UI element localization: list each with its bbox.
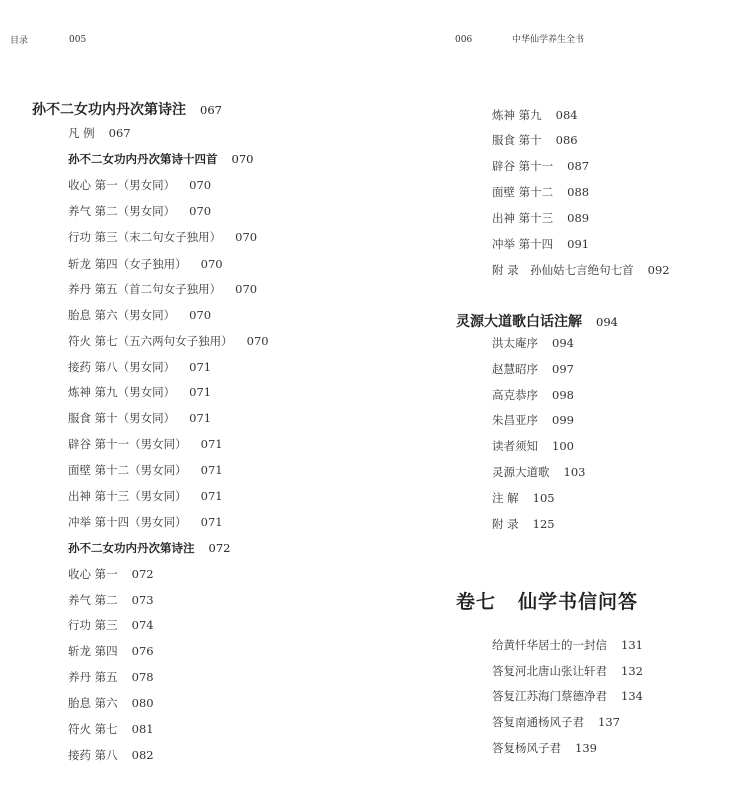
toc-entry[interactable] [68, 488, 223, 504]
toc-entry[interactable] [68, 721, 154, 737]
toc-entry[interactable] [68, 566, 154, 582]
toc-entry[interactable] [68, 669, 154, 685]
volume-label: 卷七 [456, 591, 497, 613]
toc-page: 071 [200, 515, 223, 529]
toc-page: 071 [200, 463, 223, 477]
toc-page: 076 [131, 644, 154, 658]
toc-entry[interactable] [68, 203, 211, 219]
toc-title: 冲举 第十四（男女同） [68, 515, 187, 529]
toc-page: 080 [131, 696, 154, 710]
toc-title: 灵源大道歌白话注解 [456, 314, 582, 330]
toc-entry[interactable] [68, 333, 269, 349]
toc-entry[interactable] [492, 490, 555, 506]
left-page-number: 005 [69, 35, 87, 45]
toc-entry[interactable] [492, 663, 643, 679]
toc-page: 100 [552, 439, 574, 453]
toc-page: 070 [189, 204, 212, 218]
toc-title: 灵源大道歌 [492, 465, 550, 479]
toc-page: 071 [200, 489, 223, 503]
toc-page: 098 [552, 388, 574, 402]
toc-entry[interactable] [492, 740, 597, 756]
toc-entry[interactable] [68, 384, 211, 400]
toc-entry[interactable] [68, 462, 223, 478]
toc-title: 答复南通杨风子君 [492, 715, 584, 729]
toc-page: 099 [552, 413, 574, 427]
left-header-title: 目录 [10, 36, 29, 46]
toc-title: 面壁 第十二（男女同） [68, 463, 187, 477]
toc-entry[interactable] [492, 688, 643, 704]
toc-entry[interactable] [68, 256, 223, 272]
toc-entry[interactable] [492, 516, 555, 532]
toc-title: 孙不二女功内丹次第诗注 [32, 102, 186, 118]
toc-page: 071 [189, 411, 212, 425]
toc-entry[interactable] [492, 184, 589, 200]
toc-title: 炼神 第九（男女同） [68, 385, 176, 399]
toc-entry[interactable] [492, 236, 589, 252]
toc-title: 出神 第十三 [492, 211, 554, 225]
toc-title: 给黄忏华居士的一封信 [492, 638, 607, 652]
toc-title: 养气 第二 [68, 593, 118, 607]
toc-page: 071 [189, 385, 212, 399]
toc-page: 125 [532, 517, 555, 531]
toc-title: 胎息 第六（男女同） [68, 308, 176, 322]
toc-entry[interactable] [492, 361, 574, 377]
toc-title: 接药 第八 [68, 748, 118, 762]
toc-title: 高克恭序 [492, 388, 538, 402]
toc-title: 养气 第二（男女同） [68, 204, 176, 218]
toc-title: 胎息 第六 [68, 696, 118, 710]
toc-page: 091 [567, 237, 590, 251]
toc-entry[interactable] [492, 335, 574, 351]
toc-title: 行功 第三 [68, 618, 118, 632]
toc-title: 辟谷 第十一（男女同） [68, 437, 187, 451]
toc-page: 073 [131, 593, 154, 607]
toc-page: 072 [208, 541, 231, 555]
toc-page: 072 [131, 567, 154, 581]
toc-page: 071 [200, 437, 223, 451]
toc-title: 答复杨风子君 [492, 741, 561, 755]
toc-page: 105 [532, 491, 555, 505]
toc-entry[interactable] [68, 643, 154, 659]
toc-title: 洪太庵序 [492, 336, 538, 350]
toc-page: 070 [235, 282, 258, 296]
toc-page: 081 [131, 722, 154, 736]
toc-entry[interactable] [68, 695, 154, 711]
toc-entry[interactable] [492, 714, 620, 730]
toc-entry[interactable] [68, 359, 211, 375]
toc-sub-section[interactable] [68, 151, 253, 167]
toc-page: 070 [200, 257, 223, 271]
toc-entry[interactable] [68, 436, 223, 452]
toc-entry[interactable] [68, 514, 223, 530]
toc-entry[interactable] [68, 307, 211, 323]
toc-page: 097 [552, 362, 574, 376]
toc-title: 附 录 孙仙姑七言绝句七首 [492, 263, 634, 277]
toc-page: 137 [598, 715, 620, 729]
toc-page: 132 [621, 664, 643, 678]
toc-entry[interactable] [492, 637, 643, 653]
toc-entry[interactable] [492, 412, 574, 428]
toc-page: 087 [567, 159, 590, 173]
toc-page: 092 [647, 263, 670, 277]
toc-title: 答复江苏海门蔡德净君 [492, 689, 607, 703]
toc-title: 出神 第十三（男女同） [68, 489, 187, 503]
toc-title: 收心 第一 [68, 567, 118, 581]
toc-page: 103 [563, 465, 586, 479]
toc-title: 朱昌亚序 [492, 413, 538, 427]
toc-section-heading[interactable] [456, 311, 618, 331]
toc-title: 附 录 [492, 517, 519, 531]
toc-title: 孙不二女功内丹次第诗十四首 [68, 152, 218, 166]
toc-page: 070 [189, 178, 212, 192]
toc-page: 071 [189, 360, 212, 374]
toc-page: 134 [621, 689, 643, 703]
toc-title: 斩龙 第四 [68, 644, 118, 658]
toc-sub-section[interactable] [68, 540, 230, 556]
toc-entry[interactable] [68, 229, 257, 245]
toc-page: 067 [200, 103, 222, 117]
toc-title: 符火 第七（五六两句女子独用） [68, 334, 233, 348]
toc-page: 094 [596, 315, 618, 329]
right-header-title: 中华仙学养生全书 [512, 35, 585, 45]
volume-title: 仙学书信问答 [518, 591, 639, 613]
toc-title: 孙不二女功内丹次第诗注 [68, 541, 195, 555]
toc-page: 067 [108, 126, 131, 140]
toc-title: 斩龙 第四（女子独用） [68, 257, 187, 271]
toc-title: 注 解 [492, 491, 519, 505]
toc-title: 赵慧昭序 [492, 362, 538, 376]
toc-entry[interactable] [492, 464, 585, 480]
toc-page: 084 [555, 108, 578, 122]
toc-title: 面壁 第十二 [492, 185, 554, 199]
toc-title: 凡 例 [68, 126, 95, 140]
toc-page: 088 [567, 185, 590, 199]
toc-title: 服食 第十（男女同） [68, 411, 176, 425]
toc-section-heading[interactable] [32, 99, 222, 119]
toc-page: 070 [189, 308, 212, 322]
toc-page: 074 [131, 618, 154, 632]
toc-entry[interactable] [68, 177, 211, 193]
toc-page: 139 [575, 741, 597, 755]
toc-entry[interactable] [492, 438, 574, 454]
toc-title: 读者须知 [492, 439, 538, 453]
toc-title: 答复河北唐山张让轩君 [492, 664, 607, 678]
toc-page: 094 [552, 336, 574, 350]
toc-title: 冲举 第十四 [492, 237, 554, 251]
toc-page: 086 [555, 133, 578, 147]
toc-entry[interactable] [68, 747, 154, 763]
toc-title: 接药 第八（男女同） [68, 360, 176, 374]
toc-entry[interactable] [492, 387, 574, 403]
toc-page: 070 [246, 334, 269, 348]
toc-entry[interactable] [68, 592, 154, 608]
toc-page: 070 [231, 152, 254, 166]
toc-title: 炼神 第九 [492, 108, 542, 122]
toc-entry[interactable] [68, 617, 154, 633]
toc-page: 082 [131, 748, 154, 762]
toc-entry[interactable] [68, 281, 257, 297]
toc-entry[interactable] [492, 158, 589, 174]
volume-heading[interactable] [456, 587, 638, 614]
toc-title: 收心 第一（男女同） [68, 178, 176, 192]
toc-page: 070 [235, 230, 258, 244]
toc-page: 089 [567, 211, 590, 225]
toc-title: 养丹 第五（首二句女子独用） [68, 282, 222, 296]
toc-entry[interactable] [492, 210, 589, 226]
toc-entry[interactable] [68, 410, 211, 426]
toc-entry[interactable] [492, 107, 578, 123]
toc-title: 养丹 第五 [68, 670, 118, 684]
toc-page: 131 [621, 638, 643, 652]
toc-entry[interactable] [492, 262, 670, 278]
toc-page: 078 [131, 670, 154, 684]
right-page-number: 006 [455, 35, 473, 45]
toc-entry[interactable] [68, 125, 131, 141]
toc-title: 符火 第七 [68, 722, 118, 736]
toc-entry[interactable] [492, 132, 578, 148]
toc-title: 辟谷 第十一 [492, 159, 554, 173]
toc-title: 行功 第三（末二句女子独用） [68, 230, 222, 244]
toc-title: 服食 第十 [492, 133, 542, 147]
